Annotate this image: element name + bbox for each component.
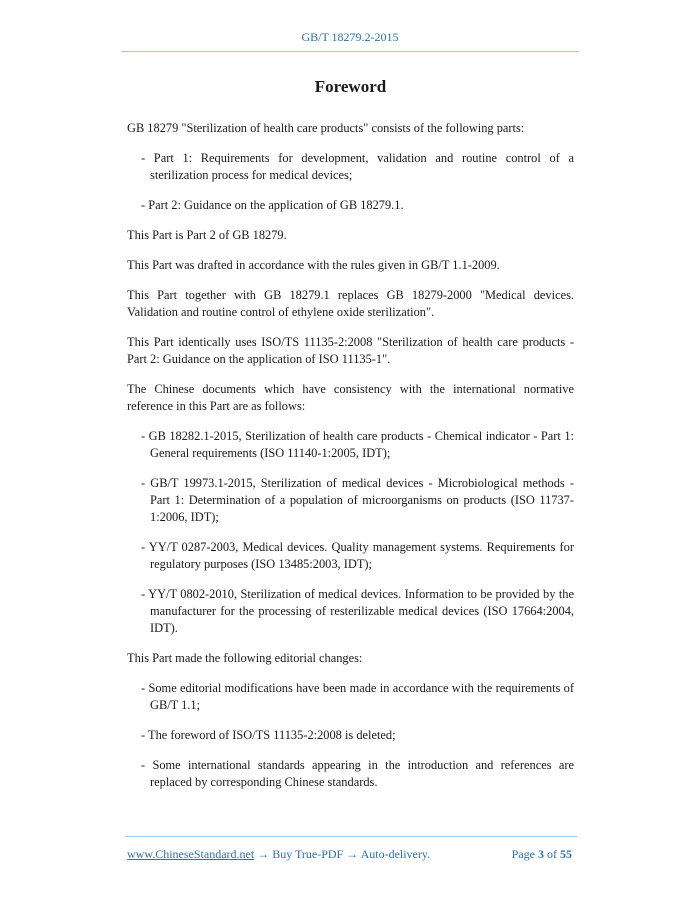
parts-list (127, 150, 574, 214)
part2-paragraph: This Part is Part 2 of GB 18279. (127, 228, 287, 242)
page-total: 55 (560, 847, 572, 861)
page-of: of (547, 847, 557, 861)
page-number (512, 847, 572, 862)
list-item: - GB 18282.1-2015, Sterilization of health care products - Chemical indicator - Part 1: General requirements (ISO 11140-1:2005, IDT); (141, 429, 574, 460)
intro-paragraph: GB 18279 "Sterilization of health care products" consists of the following parts: (127, 121, 525, 135)
footer-promo (127, 847, 430, 862)
editorial-changes-list (127, 680, 574, 791)
page-label: Page (511, 847, 535, 861)
list-item: - YY/T 0287-2003, Medical devices. Quality management systems. Requirements for regulatory purposes (ISO 13485:2003, IDT); (141, 540, 574, 571)
list-item: - Some international standards appearing in the introduction and references are replaced by corresponding Chinese standards. (141, 758, 574, 789)
page-body (127, 76, 574, 804)
chinese-docs-paragraph: The Chinese documents which have consistency with the international normative reference in this Part are as follows: (127, 382, 574, 413)
drafted-paragraph: This Part was drafted in accordance with the rules given in GB/T 1.1-2009. (127, 258, 500, 272)
header-divider (121, 51, 579, 52)
footer-divider (125, 836, 577, 837)
running-header: GB/T 18279.2-2015 (301, 30, 399, 44)
replaces-paragraph: This Part together with GB 18279.1 replaces GB 18279-2000 "Medical devices. Validation and routine control of ethylene oxide sterilization". (127, 288, 574, 319)
list-item: - Some editorial modifications have been made in accordance with the requirements of GB/T 1.1; (141, 681, 574, 712)
list-item: - The foreword of ISO/TS 11135-2:2008 is deleted; (141, 728, 396, 742)
identical-paragraph: This Part identically uses ISO/TS 11135-2:2008 "Sterilization of health care products - Part 2: Guidance on the application of ISO 11135-1". (127, 335, 574, 366)
footer-promo-text: → Buy True-PDF → Auto-delivery. (254, 847, 431, 861)
chinese-docs-list (127, 428, 574, 637)
list-item: - Part 2: Guidance on the application of GB 18279.1. (141, 198, 404, 212)
list-item: - Part 1: Requirements for development, validation and routine control of a sterilization process for medical devices; (141, 151, 574, 182)
list-item: - YY/T 0802-2010, Sterilization of medical devices. Information to be provided by the manufacturer for the processing of resterilizable medical devices (ISO 17664:2004, IDT). (141, 587, 574, 635)
site-link[interactable]: www.ChineseStandard.net (127, 847, 255, 861)
editorial-paragraph: This Part made the following editorial changes: (127, 651, 363, 665)
page-current: 3 (538, 847, 544, 861)
list-item: - GB/T 19973.1-2015, Sterilization of medical devices - Microbiological methods - Part 1: Determination of a population of microorganisms on products (ISO 11737-1:2006, IDT); (141, 476, 574, 524)
page-title: Foreword (314, 77, 387, 96)
